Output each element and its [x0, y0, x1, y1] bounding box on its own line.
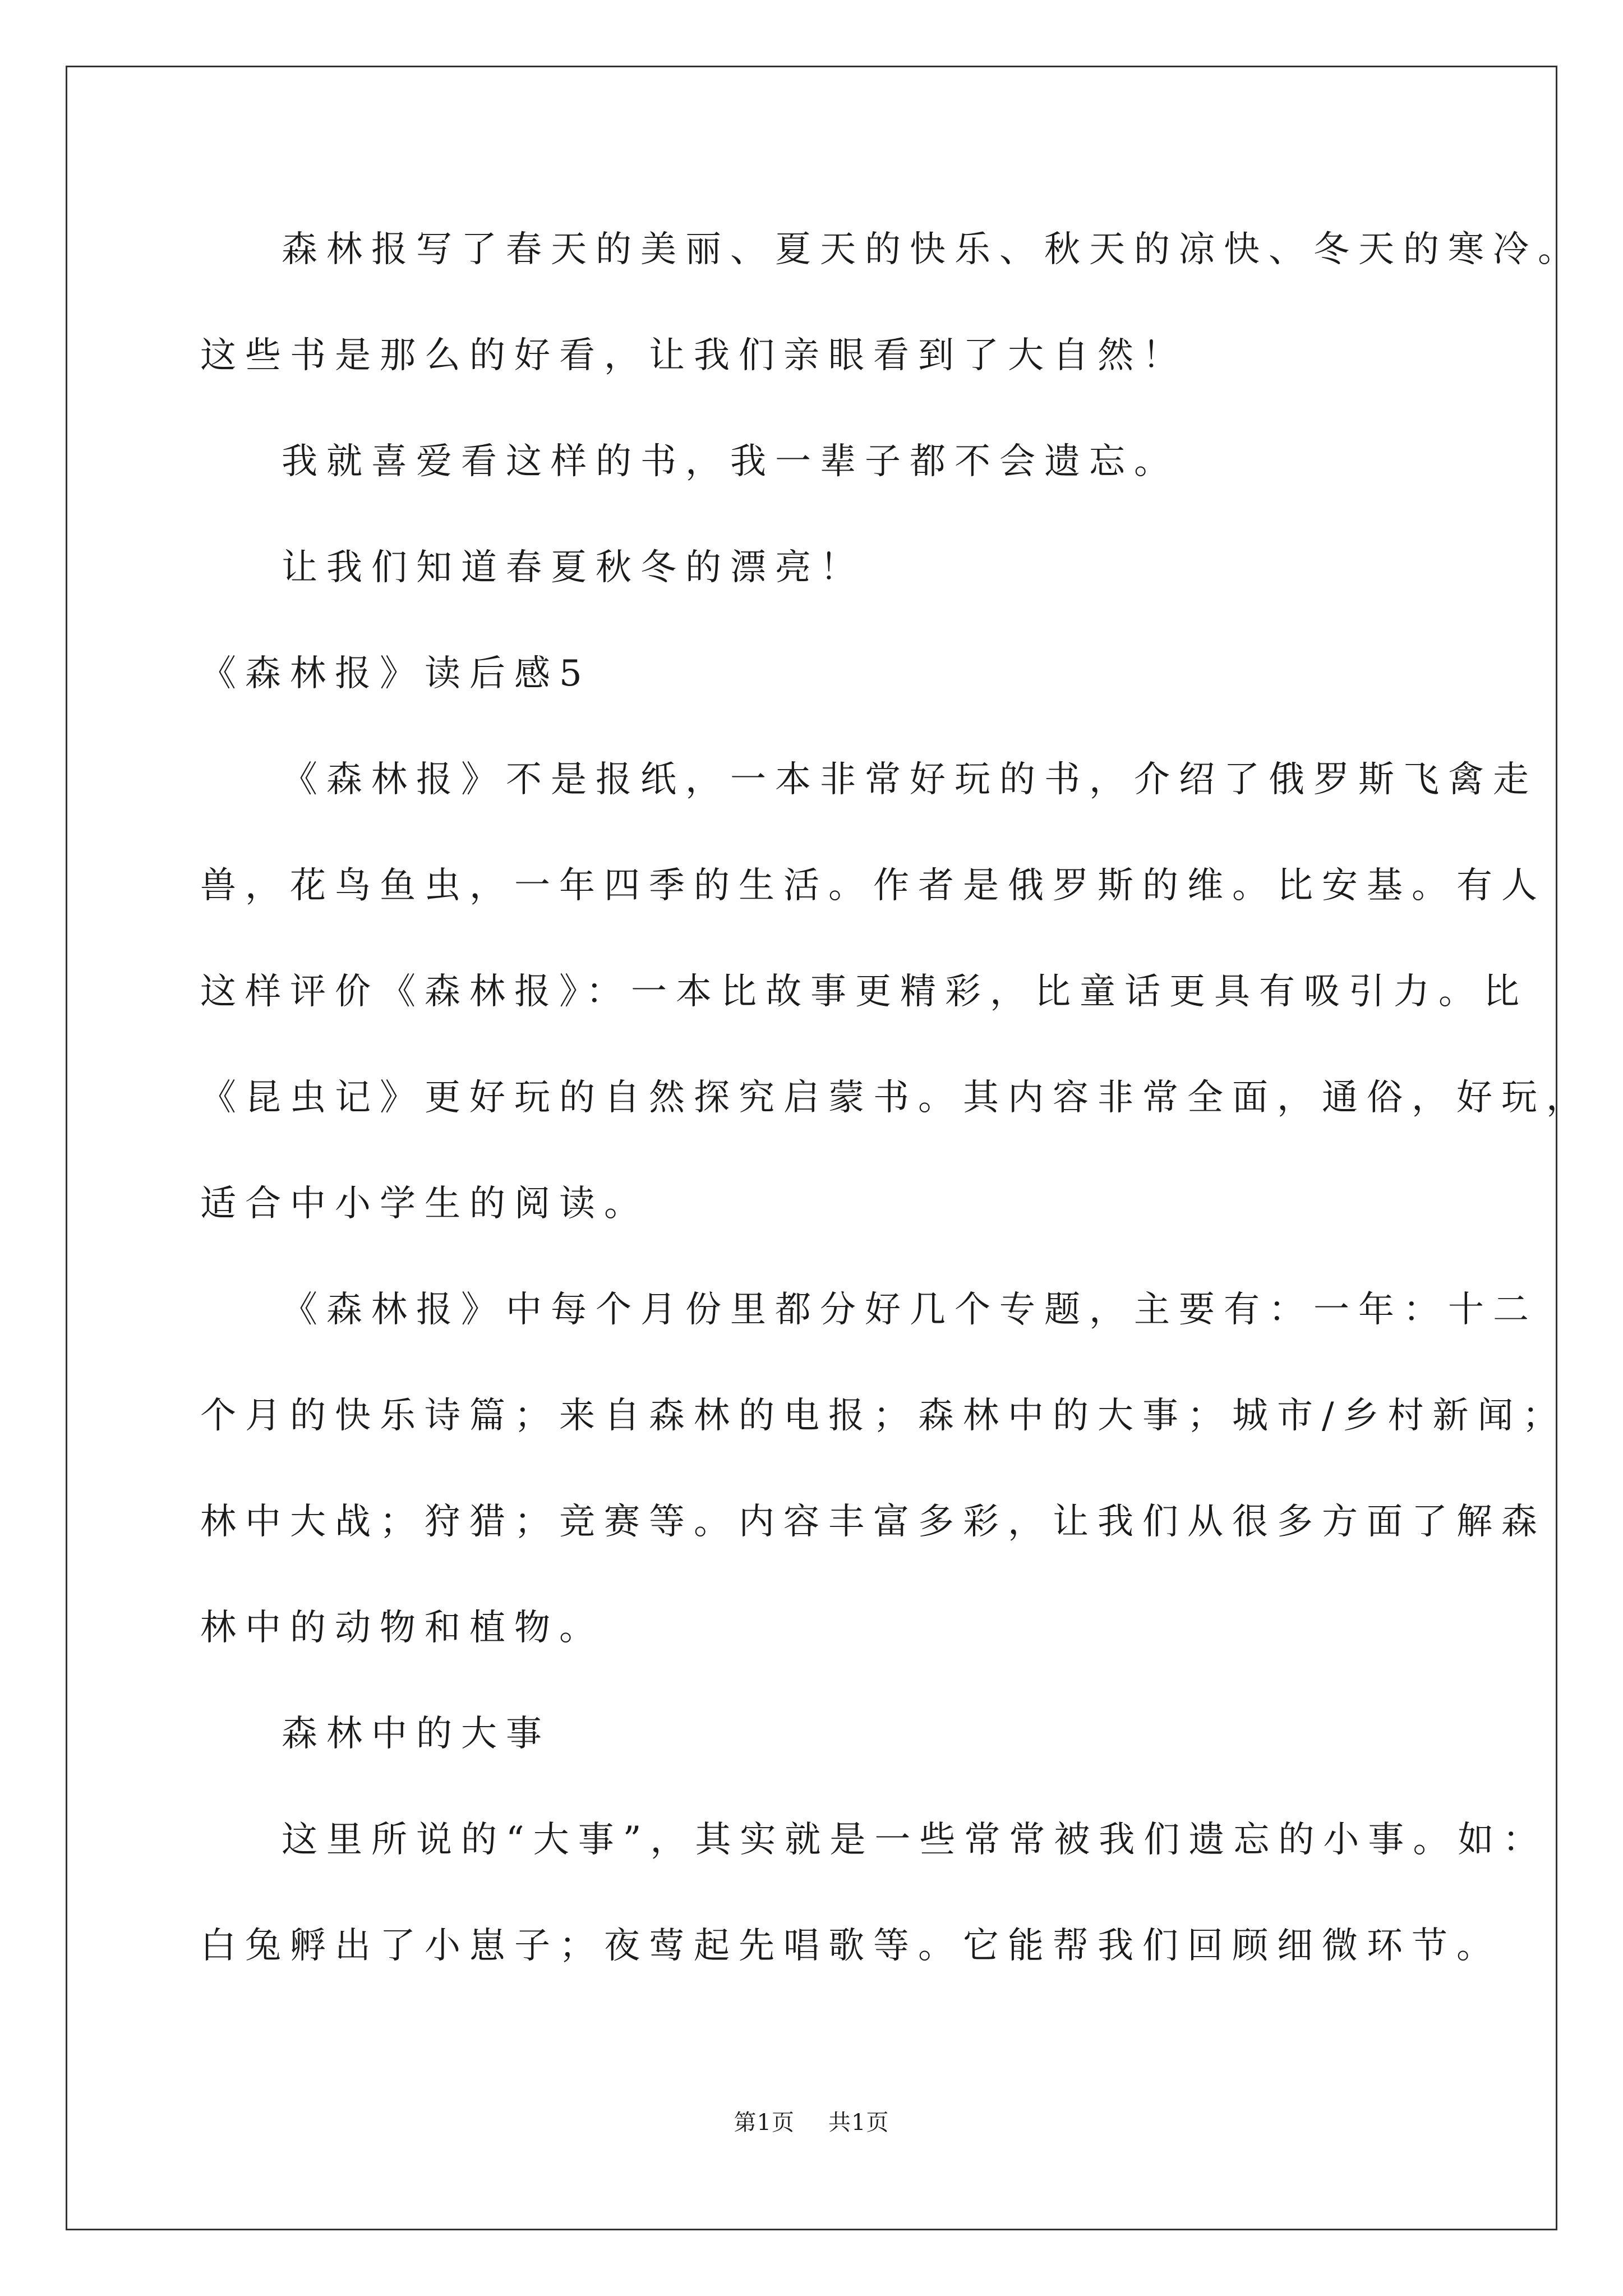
paragraph-line: 《昆虫记》更好玩的自然探究启蒙书。其内容非常全面，通俗，好玩， [200, 1077, 1591, 1119]
paragraph-line: 这里所说的“大事”，其实就是一些常常被我们遗忘的小事。如： [282, 1819, 1548, 1861]
paragraph-line: 这样评价《森林报》：一本比故事更精彩，比童话更具有吸引力。比 [200, 971, 1528, 1013]
paragraph-line: 个月的快乐诗篇；来自森林的电报；森林中的大事；城市/乡村新闻； [200, 1395, 1567, 1437]
paragraph-line: 森林报写了春天的美丽、夏天的快乐、秋天的凉快、冬天的寒冷。 [282, 229, 1583, 270]
paragraph-line: 兽，花鸟鱼虫，一年四季的生活。作者是俄罗斯的维。比安基。有人 [200, 865, 1546, 907]
paragraph-line: 《森林报》不是报纸，一本非常好玩的书，介绍了俄罗斯飞禽走 [282, 759, 1538, 800]
page-total: 共1页 [828, 2110, 889, 2136]
page-number: 第1页 [734, 2110, 795, 2136]
section-title: 《森林报》读后感5 [200, 653, 591, 694]
paragraph-line: 林中大战；狩猎；竞赛等。内容丰富多彩，让我们从很多方面了解森 [200, 1501, 1546, 1543]
paragraph-line: 《森林报》中每个月份里都分好几个专题，主要有：一年：十二 [282, 1289, 1538, 1331]
subheading: 森林中的大事 [282, 1713, 551, 1755]
paragraph-line: 适合中小学生的阅读。 [200, 1183, 649, 1225]
page-footer [0, 2105, 1623, 2137]
paragraph-line: 让我们知道春夏秋冬的漂亮！ [282, 547, 865, 588]
paragraph-line: 这些书是那么的好看，让我们亲眼看到了大自然！ [200, 335, 1187, 376]
document-body [200, 216, 1591, 2018]
paragraph-line: 我就喜爱看这样的书，我一辈子都不会遗忘。 [282, 441, 1179, 482]
paragraph-line: 林中的动物和植物。 [200, 1607, 604, 1649]
paragraph-line: 白兔孵出了小崽子；夜莺起先唱歌等。它能帮我们回顾细微环节。 [200, 1925, 1501, 1967]
